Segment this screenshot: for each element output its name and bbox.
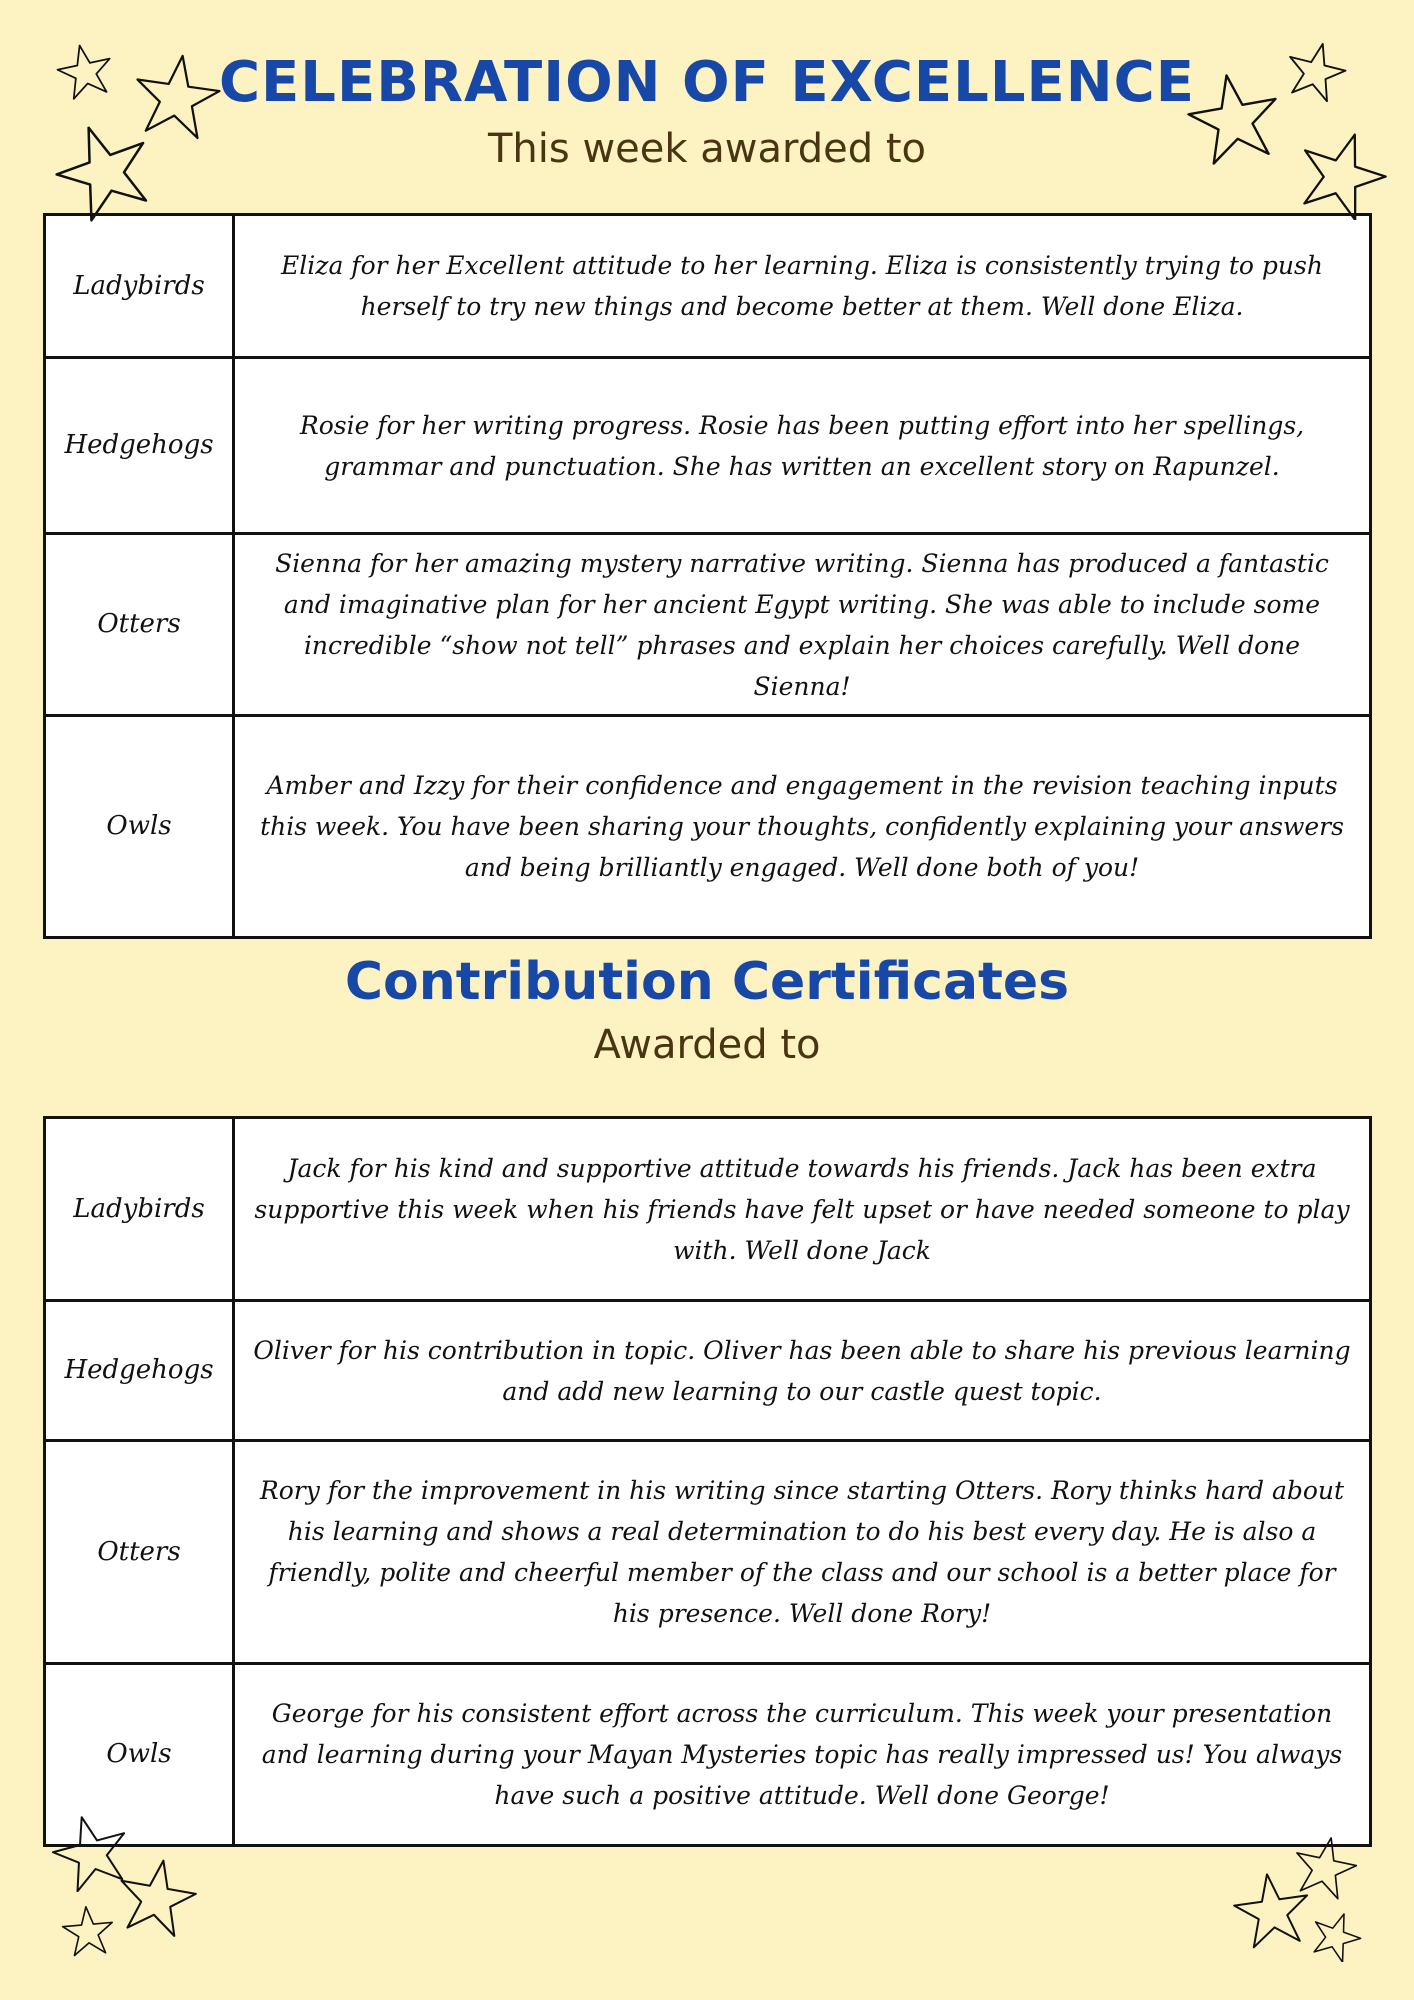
star-icon — [1296, 128, 1388, 220]
star-icon — [60, 1904, 116, 1958]
award-text: Jack for his kind and supportive attitude towards his friends. Jack has been extra supportive this week when his friends have felt upset or have needed someone to play with. Well done Jack — [234, 1118, 1371, 1301]
table-row — [45, 1301, 1371, 1441]
award-text: Rory for the improvement in his writing since starting Otters. Rory thinks hard about his learning and shows a real determination to do his best every day. He is also a friendly, polite and cheerful member of the class and our school is a better place for his presence. Well done Rory! — [234, 1441, 1371, 1664]
class-name: Owls — [45, 716, 234, 938]
class-name: Ladybirds — [45, 215, 234, 358]
award-text: Oliver for his contribution in topic. Oliver has been able to share his previous learning and add new learning to our castle quest topic. — [234, 1301, 1371, 1441]
award-text: Sienna for her amazing mystery narrative writing. Sienna has produced a fantastic and imaginative plan for her ancient Egypt writing. She was able to include some incredible “show not tell” phrases and explain her choices carefully. Well done Sienna! — [234, 534, 1371, 716]
award-text: George for his consistent effort across the curriculum. This week your presentation and learning during your Mayan Mysteries topic has really impressed us! You always have such a positive attitude. Well done George! — [234, 1664, 1371, 1846]
section-title: Contribution Certificates — [344, 952, 1070, 1012]
table-row — [45, 1118, 1371, 1301]
page-title: CELEBRATION OF EXCELLENCE — [218, 50, 1196, 115]
table-row — [45, 534, 1371, 716]
section-subtitle: Awarded to — [593, 1022, 821, 1068]
star-icon — [1186, 68, 1282, 168]
table-row — [45, 215, 1371, 358]
class-name: Hedgehogs — [45, 358, 234, 534]
star-icon — [1282, 40, 1350, 102]
contribution-table — [43, 1116, 1372, 1847]
star-icon — [116, 1856, 198, 1938]
award-text: Rosie for her writing progress. Rosie has been putting effort into her spellings, grammar and punctuation. She has written an excellent story on Rapunzel. — [234, 358, 1371, 534]
table-row — [45, 1664, 1371, 1846]
star-icon — [1232, 1870, 1312, 1950]
class-name: Ladybirds — [45, 1118, 234, 1301]
page-subtitle: This week awarded to — [487, 126, 926, 172]
excellence-table — [43, 213, 1372, 939]
table-row — [45, 1441, 1371, 1664]
award-text: Amber and Izzy for their confidence and engagement in the revision teaching inputs this week. You have been sharing your thoughts, confidently explaining your answers and being brilliantly engaged. Well done both of you! — [234, 716, 1371, 938]
award-text: Eliza for her Excellent attitude to her learning. Eliza is consistently trying to push herself to try new things and become better at them. Well done Eliza. — [234, 215, 1371, 358]
class-name: Otters — [45, 1441, 234, 1664]
class-name: Otters — [45, 534, 234, 716]
table-row — [45, 358, 1371, 534]
star-icon — [56, 40, 114, 102]
star-icon — [54, 118, 154, 222]
table-row — [45, 716, 1371, 938]
class-name: Owls — [45, 1664, 234, 1846]
star-icon — [1310, 1910, 1362, 1962]
class-name: Hedgehogs — [45, 1301, 234, 1441]
